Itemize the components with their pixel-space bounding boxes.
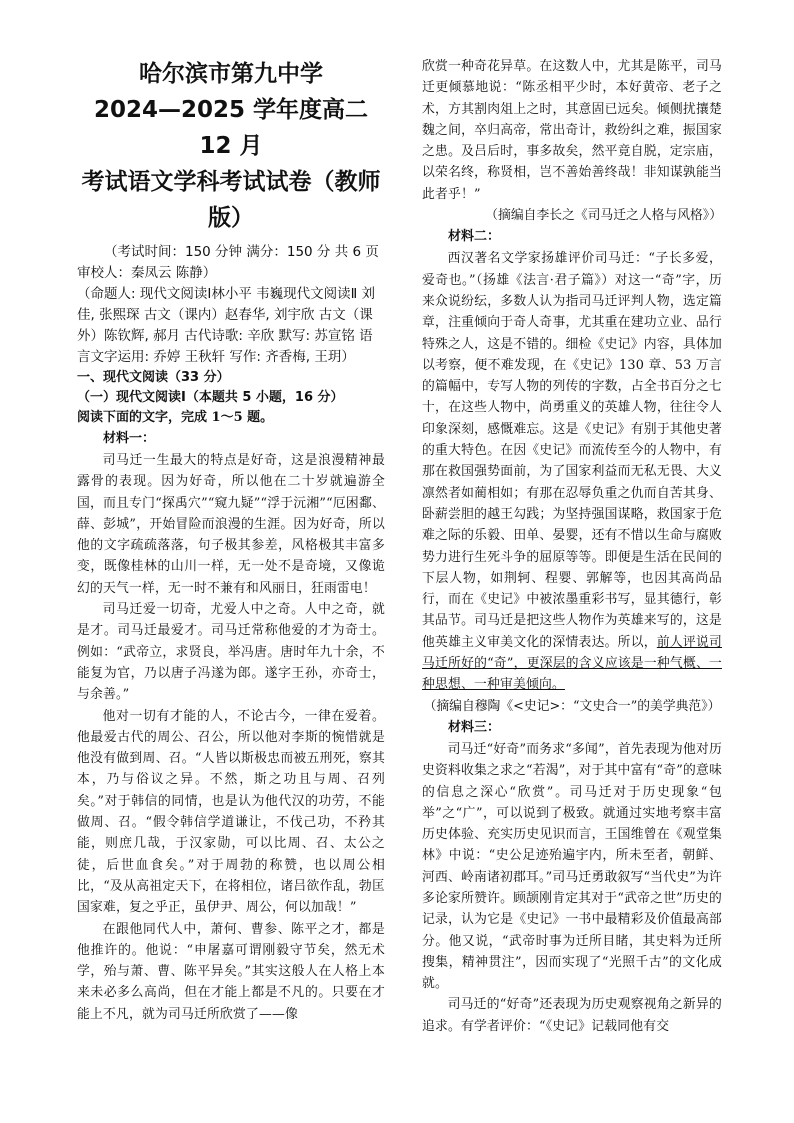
material-one-paragraph: 司马迁爱一切奇，尤爱人中之奇。人中之奇，就是才。司马迁最爱才。司马迁常称他爱的才为奇士。例如：“武帝立，求贤良，举冯唐。唐时年九十余，不能复为官，乃以唐子冯遂为郎。遂字王孙，亦奇士，与余善。” bbox=[77, 602, 385, 703]
material-two-text: 西汉著名文学家扬雄评价司马迁：“子长多爱，爱奇也。”（扬雄《法言·君子篇》）对这一“奇”字，历来众说纷纭，多数人认为指司马迁评判人物，选定篇章，注重倾向于奇人奇事，尤其重在建功立业、品行特殊之人，这是不错的。细检《史记》内容，具体加以考察，便不难发现，在《史记》130 章、53 万言的篇幅中，专写人物的列传的字数，占全书百分之七十，在这些人物中，尚勇重义的英雄人物，往往令人印象深刻，感慨难忘。这是《史记》有别于其他史著的重大特色。在因《史记》而流传至今的人物中，有那在救国强势面前，为了国家利益而无私无畏、大义凛然者如蔺相如；有那在忍辱负重之仇而自苦其身、卧薪尝胆的越王勾践；为坚持强国谋略，救国家于危难之际的乐毅、田单、晏婴，还有不惜以生命与腐败势力进行生死斗争的屈原等等。即便是生活在民间的下层人物，如荆轲、程婴、郭解等，也因其高尚品行，而在《史记》中被浓墨重彩书写，显其德行，彰其品节。司马迁是把这些人物作为英雄来写的，这是他英雄主义审美文化的深情表达。所以， bbox=[422, 251, 722, 650]
material-two-paragraph bbox=[422, 248, 722, 695]
material-three-title: 材料三： bbox=[448, 719, 501, 735]
title-line: 考试语文学科考试试卷（教师 bbox=[81, 169, 381, 195]
reading-prompt: 阅读下面的文字，完成 1～5 题。 bbox=[77, 410, 274, 425]
material-one-paragraph: 他对一切有才能的人，不论古今，一律在爱着。他最爱古代的周公、召公，所以他对李斯的惋惜就是他没有做到周、召。“人皆以斯极忠而被五刑死，察其本，乃与俗议之异。不然，斯之功且与周、召列矣。”对于韩信的同情，也是认为他代汉的功劳，不能做周、召。“假令韩信学道谦让，不伐己功，不矜其能，则庶几哉，于汉家勋，可以比周、召、太公之徒，后世血食矣。”对于周勃的称赞，也以周公相比，“及从高祖定天下，在将相位，诸吕欲作乱，勃匡国家难，复之乎正，虽伊尹、周公，何以加哉！” bbox=[77, 708, 385, 916]
section-title: 一、现代文阅读（33 分） bbox=[77, 370, 230, 385]
material-two-underlined-sentence: 前人评说司马迁所好的“奇”，更深层的含义应该是一种气概、一种思想、一种审美倾向。 bbox=[422, 634, 723, 693]
material-two-title: 材料二： bbox=[448, 229, 501, 245]
material-two-source: （摘编自穆陶《<史记>：“文史合一”的美学典范》） bbox=[423, 698, 721, 714]
title-line: 版） bbox=[208, 205, 254, 231]
material-one-title: 材料一： bbox=[103, 431, 156, 446]
exam-meta bbox=[77, 242, 385, 368]
title-line: 哈尔滨市第九中学 bbox=[139, 61, 323, 87]
material-one-source: （摘编自李长之《司马迁之人格与风格》） bbox=[485, 208, 722, 224]
exam-info: （考试时间：150 分钟 满分：150 分 共 6 页 审校人：秦凤云 陈静） bbox=[77, 244, 379, 281]
right-column bbox=[422, 56, 722, 1037]
material-three-paragraph: 司马迁“好奇”而务求“多闻”，首先表现为他对历史资料收集之求之“若渴”，对于其中富有“奇”的意味的信息之深心“欣赏”。司马迁对于历史现象“包举”之“广”，可以说到了极致。就通过实地考察丰富历史体验、充实历史见识而言，王国维曾在《观堂集林》中说：“史公足迹殆遍宇内，所未至者，朝鲜、河西、岭南诸初郡耳。”司马迁勇敢叙写“当代史”为许多论家所赞许。顾颉刚肯定其对于“武帝之世”历史的记录，认为它是《史记》一书中最精彩及价值最高部分。他又说，“武帝时事为迁所目睹，其史料为迁所搜集，精神贯注”，因而实现了“光照千古”的文化成就。 bbox=[422, 741, 722, 992]
exam-authors: （命题人: 现代文阅读Ⅰ林小平 韦巍现代文阅读Ⅱ 刘佳, 张熙琛 古文（课内）赵春华, 刘宇欣 古文（课外）陈钦辉, 郝月 古代诗歌: 辛欣 默写: 苏宣铭 语言文字运用: 乔婷 王秋轩 写作: 齐香梅, 王玥） bbox=[77, 286, 376, 365]
document-title bbox=[77, 56, 385, 236]
left-column bbox=[77, 56, 385, 1025]
material-one-continuation: 欣赏一种奇花异草。在这数人中，尤其是陈平，司马迁更倾慕地说：“陈丞相平少时，本好黄帝、老子之术，方其割肉俎上之时，其意固已远矣。倾侧扰攘楚魏之间，卒归高帝，常出奇计，救纷纠之难，振国家之患。及吕后时，事多故矣，然平竟自脱，定宗庙，以荣名终，称贤相，岂不善始善终哉！非知谋孰能当此者乎！” bbox=[422, 59, 722, 202]
title-line: 2024—2025 学年度高二 12 月 bbox=[93, 97, 369, 159]
material-one-paragraph: 司马迁一生最大的特点是好奇，这是浪漫精神最露骨的表现。因为好奇，所以他在二十岁就遍游全国，而且专门“探禹穴”“窥九疑”“浮于沅湘”“厄困鄱、薛、彭城”，开始冒险而浪漫的生涯。因为好奇，所以他的文字疏疏落落，句子极其参差，风格极其丰富多变，既像桂林的山川一样，无一处不是奇境，又像诡幻的天气一样，无一时不兼有和风丽日，狂雨雷电！ bbox=[77, 453, 385, 596]
material-one-paragraph: 在跟他同代人中，萧何、曹参、陈平之才，都是他推许的。他说：“申屠嘉可谓刚毅守节矣，然无术学，殆与萧、曹、陈平异矣。”其实这般人在人格上本来未必多么高尚，但在才能上都是不凡的。只要在才能上不凡，就为司马迁所欣赏了——像 bbox=[77, 921, 385, 1022]
section-subtitle: （一）现代文阅读Ⅰ（本题共 5 小题，16 分） bbox=[77, 390, 344, 405]
material-three-paragraph: 司马迁的“好奇”还表现为历史观察视角之新异的追求。有学者评价：“《史记》记载同他有交 bbox=[422, 997, 722, 1034]
